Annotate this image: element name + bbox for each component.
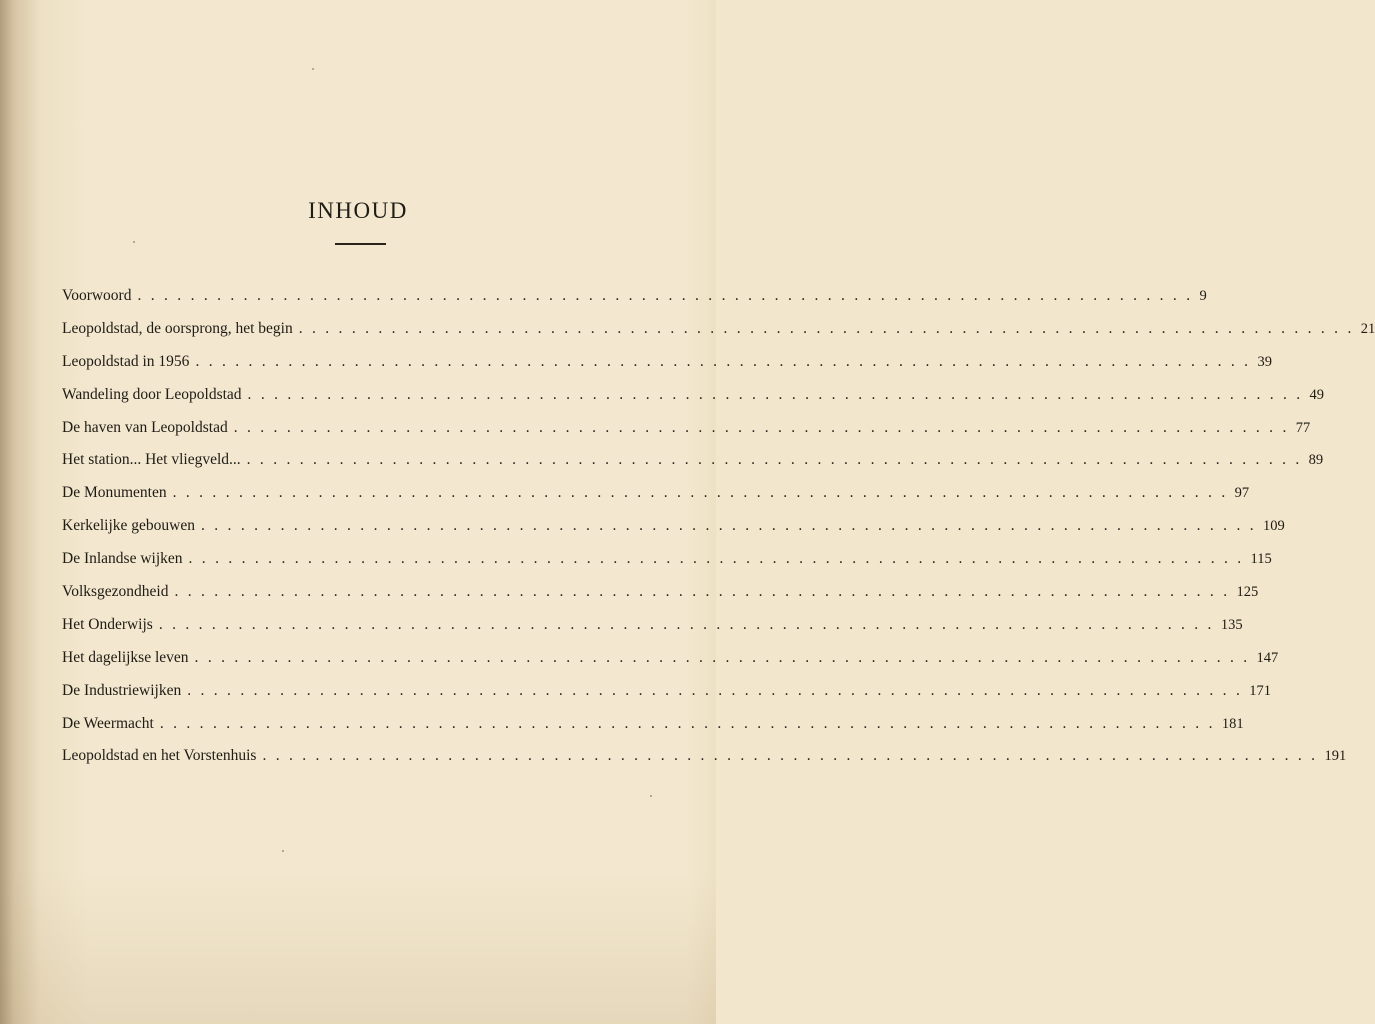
toc-page-number: 77 bbox=[1295, 419, 1311, 436]
toc-entry-title: Leopoldstad en het Vorstenhuis bbox=[62, 747, 257, 765]
toc-entry bbox=[62, 385, 1325, 419]
toc-dot-leader: ................................................................................ bbox=[247, 385, 1310, 403]
toc-dot-leader: ................................................................................ bbox=[233, 418, 1296, 436]
paper-speck bbox=[650, 795, 652, 797]
toc-entry-title: Kerkelijke gebouwen bbox=[62, 517, 195, 535]
toc-entry-title: Het station... Het vliegveld... bbox=[62, 451, 241, 469]
toc-entry-title: De Industriewijken bbox=[62, 681, 182, 699]
page-title: INHOUD bbox=[308, 198, 408, 223]
toc-entry bbox=[62, 681, 1271, 715]
toc-entry-title: Het dagelijkse leven bbox=[62, 648, 189, 666]
toc-entry-title: De Inlandse wijken bbox=[62, 550, 183, 568]
toc-entry bbox=[62, 319, 1375, 353]
toc-page-number: 97 bbox=[1234, 485, 1250, 502]
toc-page-number: 181 bbox=[1221, 715, 1244, 732]
toc-entry bbox=[62, 648, 1279, 682]
toc-entry bbox=[62, 287, 1207, 320]
toc-page-number: 49 bbox=[1309, 386, 1325, 403]
toc-entry bbox=[62, 550, 1272, 583]
toc-entry bbox=[62, 747, 1347, 780]
toc-entry-title: Leopoldstad in 1956 bbox=[62, 352, 190, 370]
toc-entry-title: Wandeling door Leopoldstad bbox=[62, 385, 242, 403]
toc-page-number: 39 bbox=[1257, 353, 1272, 370]
toc-dot-leader: ................................................................................ bbox=[172, 484, 1235, 502]
toc-page-number: 115 bbox=[1250, 551, 1272, 568]
paper-speck bbox=[133, 241, 135, 243]
toc-dot-leader: ................................................................................ bbox=[298, 319, 1361, 337]
toc-entry bbox=[62, 418, 1311, 452]
toc-page-number: 125 bbox=[1236, 584, 1259, 601]
toc-entry bbox=[62, 517, 1285, 550]
paper-speck bbox=[282, 850, 284, 852]
title-divider bbox=[335, 243, 386, 245]
toc-entry-title: Het Onderwijs bbox=[62, 615, 153, 633]
toc-dot-leader: ................................................................................ bbox=[246, 451, 1309, 469]
toc-page-number: 191 bbox=[1324, 748, 1347, 765]
toc-page-number: 89 bbox=[1308, 452, 1324, 469]
toc-entry bbox=[62, 484, 1250, 517]
toc-page-number: 147 bbox=[1256, 649, 1279, 666]
toc-entry-title: Volksgezondheid bbox=[62, 583, 169, 601]
toc-entry bbox=[62, 583, 1259, 616]
toc-entry-title: Voorwoord bbox=[62, 287, 132, 304]
toc-page-number: 135 bbox=[1220, 616, 1243, 633]
toc-entry-title: De Monumenten bbox=[62, 484, 167, 502]
toc-dot-leader: ................................................................................ bbox=[187, 681, 1250, 699]
paper-speck bbox=[312, 68, 314, 70]
table-of-contents bbox=[62, 287, 1375, 780]
toc-dot-leader: ................................................................................ bbox=[194, 648, 1257, 666]
toc-dot-leader: ................................................................................ bbox=[158, 615, 1221, 633]
toc-dot-leader: ................................................................................ bbox=[137, 287, 1200, 304]
toc-dot-leader: ................................................................................ bbox=[195, 352, 1258, 370]
toc-dot-leader: ................................................................................ bbox=[188, 550, 1251, 568]
toc-entry-title: De Weermacht bbox=[62, 714, 154, 732]
toc-page-number: 171 bbox=[1249, 682, 1271, 699]
toc-dot-leader: ................................................................................ bbox=[201, 517, 1263, 535]
toc-entry-title: Leopoldstad, de oorsprong, het begin bbox=[62, 319, 293, 337]
toc-entry bbox=[62, 714, 1244, 748]
toc-page-number: 21 bbox=[1360, 320, 1375, 337]
toc-dot-leader: ................................................................................ bbox=[159, 714, 1222, 732]
toc-entry bbox=[62, 615, 1243, 649]
toc-entry-title: De haven van Leopoldstad bbox=[62, 418, 228, 436]
toc-page-number: 9 bbox=[1199, 288, 1207, 304]
toc-entry bbox=[62, 451, 1324, 484]
toc-dot-leader: ................................................................................ bbox=[174, 583, 1237, 601]
toc-page-number: 109 bbox=[1263, 518, 1285, 535]
toc-entry bbox=[62, 352, 1272, 386]
toc-dot-leader: ................................................................................ bbox=[262, 747, 1325, 765]
